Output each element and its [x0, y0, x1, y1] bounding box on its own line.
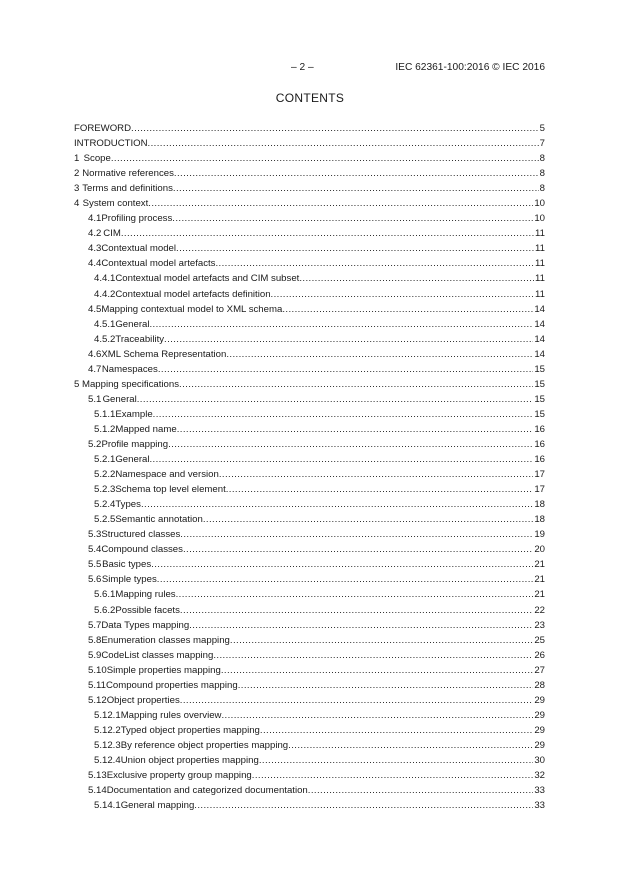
toc-entry-line — [74, 196, 545, 211]
toc-page-number: 7 — [539, 138, 545, 150]
toc-section-number: 5.6.2 — [94, 604, 116, 616]
toc-entry-line — [74, 181, 545, 196]
toc-dot-leader — [252, 768, 534, 783]
toc-entry-line — [94, 603, 545, 618]
toc-entry[interactable] — [74, 768, 545, 783]
toc-entry-line — [74, 377, 545, 392]
toc-entry-line — [88, 527, 545, 542]
toc-page-number: 23 — [534, 619, 545, 631]
toc-entry[interactable] — [74, 166, 545, 181]
toc-page-number: 29 — [534, 694, 545, 706]
toc-page-number: 29 — [534, 724, 545, 736]
toc-entry-line — [74, 121, 545, 136]
toc-section-number: 5.1.1 — [94, 408, 116, 420]
toc-page-number: 28 — [534, 679, 545, 691]
toc-page-number: 18 — [534, 514, 545, 526]
toc-dot-leader — [153, 407, 534, 422]
toc-entry-line — [88, 256, 545, 271]
toc-page-number: 14 — [534, 303, 545, 315]
toc-page-number: 11 — [535, 243, 545, 255]
toc-entry-line — [94, 287, 545, 302]
page-title: CONTENTS — [275, 91, 345, 105]
toc-entry[interactable] — [74, 256, 545, 271]
toc-entry[interactable] — [74, 226, 545, 241]
toc-entry-line — [88, 302, 545, 317]
toc-dot-leader — [137, 392, 534, 407]
toc-section-title: Enumeration classes mapping — [101, 634, 230, 646]
toc-dot-leader — [131, 121, 539, 136]
toc-section-title: INTRODUCTION — [74, 138, 148, 150]
table-of-contents — [74, 121, 545, 813]
toc-section-title: General — [115, 318, 150, 330]
toc-page-number: 29 — [534, 739, 545, 751]
toc-entry-line — [88, 211, 545, 226]
toc-dot-leader — [226, 482, 534, 497]
toc-section-title: Object properties — [106, 694, 180, 706]
toc-section-title: Exclusive property group mapping — [106, 770, 252, 782]
toc-dot-leader — [230, 633, 533, 648]
toc-dot-leader — [177, 422, 534, 437]
toc-section-number: 5.2.2 — [94, 469, 116, 481]
toc-entry-line — [88, 437, 545, 452]
toc-section-title: Namespace and version — [115, 469, 219, 481]
toc-entry[interactable] — [74, 467, 545, 482]
toc-page-number: 33 — [534, 785, 545, 797]
toc-entry[interactable] — [74, 587, 545, 602]
toc-entry-line — [88, 347, 545, 362]
toc-section-title: Schema top level element — [115, 484, 226, 496]
toc-section-title: General — [115, 454, 150, 466]
toc-entry[interactable] — [74, 332, 545, 347]
toc-section-title: Compound properties mapping — [105, 679, 238, 691]
toc-section-title: Mapped name — [115, 423, 177, 435]
toc-page-number: 16 — [534, 423, 545, 435]
toc-dot-leader — [121, 226, 534, 241]
toc-dot-leader — [288, 738, 533, 753]
toc-section-number: 1 — [74, 153, 80, 165]
toc-section-number: 5.5 — [88, 559, 102, 571]
toc-page-number: 29 — [534, 709, 545, 721]
toc-page-number: 17 — [534, 469, 545, 481]
toc-entry-line — [94, 467, 545, 482]
toc-entry-line — [88, 572, 545, 587]
toc-entry[interactable] — [74, 377, 545, 392]
toc-section-number: 5 — [74, 378, 80, 390]
toc-dot-leader — [151, 557, 533, 572]
toc-entry[interactable] — [74, 422, 545, 437]
toc-section-title: Mapping rules — [115, 589, 176, 601]
toc-section-number: 5.12.2 — [94, 724, 121, 736]
toc-dot-leader — [203, 512, 534, 527]
toc-entry[interactable] — [74, 678, 545, 693]
toc-dot-leader — [180, 693, 534, 708]
toc-dot-leader — [180, 603, 533, 618]
toc-section-number: 5.12.4 — [94, 754, 121, 766]
toc-section-title: Scope — [83, 153, 111, 165]
toc-section-number: 5.2.1 — [94, 454, 116, 466]
toc-entry[interactable] — [74, 723, 545, 738]
toc-section-title: Simple properties mapping — [106, 664, 221, 676]
toc-entry-line — [88, 648, 545, 663]
toc-section-number: 5.14 — [88, 785, 107, 797]
document-reference: IEC 62361-100:2016 © IEC 2016 — [395, 62, 545, 73]
toc-section-number: 5.12 — [88, 694, 107, 706]
toc-dot-leader — [221, 708, 533, 723]
toc-section-title: Contextual model artefacts — [101, 258, 216, 270]
toc-section-title: Semantic annotation — [115, 514, 203, 526]
toc-page-number: 21 — [534, 574, 545, 586]
toc-entry[interactable] — [74, 302, 545, 317]
toc-dot-leader — [174, 166, 539, 181]
toc-entry[interactable] — [74, 271, 545, 286]
toc-dot-leader — [282, 302, 533, 317]
toc-entry-line — [74, 151, 545, 166]
toc-entry-line — [88, 226, 545, 241]
toc-page-number: 8 — [539, 153, 545, 165]
toc-section-number: 5.8 — [88, 634, 102, 646]
toc-section-number: 5.14.1 — [94, 800, 121, 812]
toc-section-title: By reference object properties mapping — [120, 739, 289, 751]
toc-section-title: Union object properties mapping — [120, 754, 259, 766]
toc-entry[interactable] — [74, 783, 545, 798]
toc-entry-line — [88, 693, 545, 708]
toc-page-number: 14 — [534, 318, 545, 330]
toc-entry[interactable] — [74, 753, 545, 768]
toc-entry[interactable] — [74, 196, 545, 211]
toc-dot-leader — [260, 723, 533, 738]
toc-section-title: Structured classes — [101, 529, 181, 541]
toc-entry-line — [74, 166, 545, 181]
toc-dot-leader — [215, 256, 534, 271]
toc-page-number: 11 — [535, 228, 545, 240]
toc-section-title: Compound classes — [101, 544, 183, 556]
toc-entry-line — [94, 271, 545, 286]
toc-entry[interactable] — [74, 151, 545, 166]
toc-section-title: General — [102, 393, 137, 405]
toc-section-number: 4 — [74, 198, 80, 210]
toc-section-title: Profile mapping — [101, 438, 169, 450]
toc-entry[interactable] — [74, 317, 545, 332]
toc-section-title: Namespaces — [101, 363, 158, 375]
toc-entry-line — [88, 783, 545, 798]
toc-entry-line — [94, 753, 545, 768]
toc-entry[interactable] — [74, 527, 545, 542]
toc-section-title: Contextual model artefacts definition — [115, 288, 271, 300]
toc-page-number: 18 — [534, 499, 545, 511]
toc-entry[interactable] — [74, 603, 545, 618]
toc-page-number: 17 — [534, 484, 545, 496]
toc-section-number: 5.9 — [88, 649, 102, 661]
toc-entry-line — [94, 452, 545, 467]
toc-dot-leader — [149, 452, 533, 467]
toc-dot-leader — [168, 437, 533, 452]
toc-page-number: 15 — [534, 363, 545, 375]
toc-dot-leader — [148, 136, 539, 151]
toc-entry[interactable] — [74, 136, 545, 151]
toc-dot-leader — [259, 753, 534, 768]
toc-entry[interactable] — [74, 663, 545, 678]
toc-page-number: 11 — [535, 273, 545, 285]
toc-page-number: 21 — [534, 589, 545, 601]
toc-entry-line — [94, 798, 545, 813]
toc-entry[interactable] — [74, 407, 545, 422]
toc-section-title: CodeList classes mapping — [101, 649, 214, 661]
toc-section-title: Example — [115, 408, 153, 420]
toc-page-number: 8 — [539, 183, 545, 195]
toc-dot-leader — [308, 783, 534, 798]
toc-entry-line — [94, 317, 545, 332]
toc-entry[interactable] — [74, 211, 545, 226]
toc-dot-leader — [213, 648, 533, 663]
toc-entry[interactable] — [74, 121, 545, 136]
toc-entry-line — [94, 482, 545, 497]
toc-dot-leader — [158, 362, 534, 377]
toc-entry[interactable] — [74, 738, 545, 753]
toc-entry-line — [88, 392, 545, 407]
toc-section-title: Mapping contextual model to XML schema — [101, 303, 283, 315]
toc-page-number: 32 — [534, 770, 545, 782]
toc-page-number: 15 — [534, 378, 545, 390]
toc-section-number: 4.5.1 — [94, 318, 116, 330]
toc-entry[interactable] — [74, 648, 545, 663]
toc-section-title: CIM — [103, 228, 121, 240]
toc-entry[interactable] — [74, 437, 545, 452]
toc-entry[interactable] — [74, 633, 545, 648]
toc-section-number: 4.4.1 — [94, 273, 116, 285]
toc-section-number: 5.2.3 — [94, 484, 116, 496]
toc-page-number: 20 — [534, 544, 545, 556]
toc-page-number: 16 — [534, 454, 545, 466]
toc-entry[interactable] — [74, 557, 545, 572]
toc-page-number: 8 — [539, 168, 545, 180]
toc-entry-line — [94, 497, 545, 512]
toc-entry[interactable] — [74, 542, 545, 557]
toc-entry[interactable] — [74, 512, 545, 527]
toc-section-title: Contextual model — [101, 243, 177, 255]
toc-entry-line — [88, 633, 545, 648]
toc-section-number: 5.10 — [88, 664, 107, 676]
toc-section-number: 4.1 — [88, 213, 102, 225]
toc-section-number: 2 — [74, 168, 80, 180]
toc-section-title: System context — [82, 198, 149, 210]
toc-entry[interactable] — [74, 572, 545, 587]
toc-page-number: 27 — [534, 664, 545, 676]
toc-section-title: Simple types — [101, 574, 157, 586]
toc-entry-line — [88, 663, 545, 678]
toc-section-number: 4.3 — [88, 243, 102, 255]
toc-entry[interactable] — [74, 798, 545, 813]
toc-entry[interactable] — [74, 618, 545, 633]
toc-dot-leader — [221, 663, 534, 678]
toc-section-number: 4.7 — [88, 363, 102, 375]
page-number: – 2 – — [291, 62, 314, 73]
toc-page-number: 15 — [534, 393, 545, 405]
toc-entry[interactable] — [74, 452, 545, 467]
toc-section-number: 4.2 — [88, 228, 102, 240]
toc-entry-line — [94, 407, 545, 422]
toc-section-number: 5.3 — [88, 529, 102, 541]
toc-entry[interactable] — [74, 708, 545, 723]
toc-dot-leader — [164, 332, 533, 347]
toc-entry-line — [88, 678, 545, 693]
toc-dot-leader — [173, 181, 539, 196]
toc-entry-line — [88, 542, 545, 557]
toc-section-number: 5.1 — [88, 393, 102, 405]
toc-page-number: 10 — [534, 213, 545, 225]
toc-entry-line — [94, 512, 545, 527]
toc-dot-leader — [111, 151, 539, 166]
toc-section-title: Mapping rules overview — [120, 709, 222, 721]
toc-section-number: 3 — [74, 183, 80, 195]
toc-page-number: 21 — [534, 559, 545, 571]
toc-entry[interactable] — [74, 497, 545, 512]
toc-section-number: 5.2.5 — [94, 514, 116, 526]
toc-entry-line — [94, 723, 545, 738]
toc-entry-line — [88, 557, 545, 572]
toc-entry-line — [94, 332, 545, 347]
toc-section-title: Contextual model artefacts and CIM subset — [115, 273, 300, 285]
toc-section-number: 5.13 — [88, 770, 107, 782]
toc-page-number: 11 — [535, 288, 545, 300]
toc-entry-line — [88, 768, 545, 783]
toc-page-number: 22 — [534, 604, 545, 616]
toc-section-number: 5.12.3 — [94, 739, 121, 751]
toc-entry-line — [94, 587, 545, 602]
toc-dot-leader — [172, 211, 533, 226]
toc-section-title: Mapping specifications — [81, 378, 180, 390]
toc-dot-leader — [238, 678, 534, 693]
toc-section-number: 5.6.1 — [94, 589, 116, 601]
toc-section-title: XML Schema Representation — [101, 348, 227, 360]
toc-section-title: General mapping — [120, 800, 195, 812]
toc-dot-leader — [189, 618, 533, 633]
toc-dot-leader — [176, 587, 534, 602]
toc-section-number: 4.5 — [88, 303, 102, 315]
toc-section-title: Profiling process — [101, 213, 173, 225]
toc-entry[interactable] — [74, 347, 545, 362]
toc-section-number: 4.6 — [88, 348, 102, 360]
toc-entry[interactable] — [74, 181, 545, 196]
toc-page-number: 5 — [539, 123, 545, 134]
toc-page-number: 33 — [534, 800, 545, 812]
toc-section-number: 5.11 — [88, 679, 106, 691]
toc-section-title: Typed object properties mapping — [120, 724, 260, 736]
toc-section-number: 5.4 — [88, 544, 102, 556]
page-header — [0, 62, 620, 76]
toc-section-title: Possible facets — [115, 604, 180, 616]
toc-entry-line — [94, 708, 545, 723]
toc-page-number: 10 — [534, 198, 545, 210]
toc-page-number: 19 — [534, 529, 545, 541]
toc-dot-leader — [179, 377, 533, 392]
toc-entry[interactable] — [74, 362, 545, 377]
toc-page-number: 16 — [534, 438, 545, 450]
toc-dot-leader — [226, 347, 533, 362]
toc-section-number: 5.6 — [88, 574, 102, 586]
toc-dot-leader — [219, 467, 534, 482]
toc-page-number: 26 — [534, 649, 545, 661]
toc-section-number: 4.5.2 — [94, 333, 116, 345]
toc-section-title: Documentation and categorized documentation — [106, 785, 308, 797]
toc-entry-line — [74, 136, 545, 151]
toc-entry-line — [88, 241, 545, 256]
toc-dot-leader — [194, 798, 533, 813]
toc-section-title: Data Types mapping — [101, 619, 190, 631]
toc-section-number: 5.2.4 — [94, 499, 116, 511]
toc-entry-line — [94, 422, 545, 437]
toc-page-number: 25 — [534, 634, 545, 646]
toc-dot-leader — [299, 271, 534, 286]
toc-entry[interactable] — [74, 392, 545, 407]
toc-page-number: 15 — [534, 408, 545, 420]
toc-section-number: 5.12.1 — [94, 709, 121, 721]
toc-section-number: 5.7 — [88, 619, 102, 631]
toc-dot-leader — [180, 527, 533, 542]
toc-section-number: 4.4 — [88, 258, 102, 270]
toc-dot-leader — [157, 572, 534, 587]
toc-page-number: 30 — [534, 754, 545, 766]
toc-page-number: 14 — [534, 348, 545, 360]
toc-section-number: 5.1.2 — [94, 423, 116, 435]
toc-page-number: 11 — [535, 258, 545, 270]
toc-section-title: Traceability — [115, 333, 165, 345]
toc-section-number: 4.4.2 — [94, 288, 116, 300]
toc-section-title: Types — [115, 499, 141, 511]
toc-section-title: FOREWORD — [74, 123, 132, 134]
toc-entry-line — [88, 362, 545, 377]
toc-section-title: Basic types — [102, 559, 152, 571]
toc-dot-leader — [148, 196, 533, 211]
toc-dot-leader — [141, 497, 533, 512]
toc-dot-leader — [183, 542, 533, 557]
toc-dot-leader — [176, 241, 534, 256]
toc-dot-leader — [271, 287, 535, 302]
toc-section-title: Normative references — [82, 168, 174, 180]
toc-entry[interactable] — [74, 287, 545, 302]
toc-entry[interactable] — [74, 241, 545, 256]
toc-entry-line — [88, 618, 545, 633]
toc-entry-line — [94, 738, 545, 753]
toc-entry[interactable] — [74, 482, 545, 497]
toc-page-number: 14 — [534, 333, 545, 345]
toc-dot-leader — [149, 317, 533, 332]
toc-entry[interactable] — [74, 693, 545, 708]
toc-section-title: Terms and definitions — [82, 183, 173, 195]
toc-section-number: 5.2 — [88, 438, 102, 450]
